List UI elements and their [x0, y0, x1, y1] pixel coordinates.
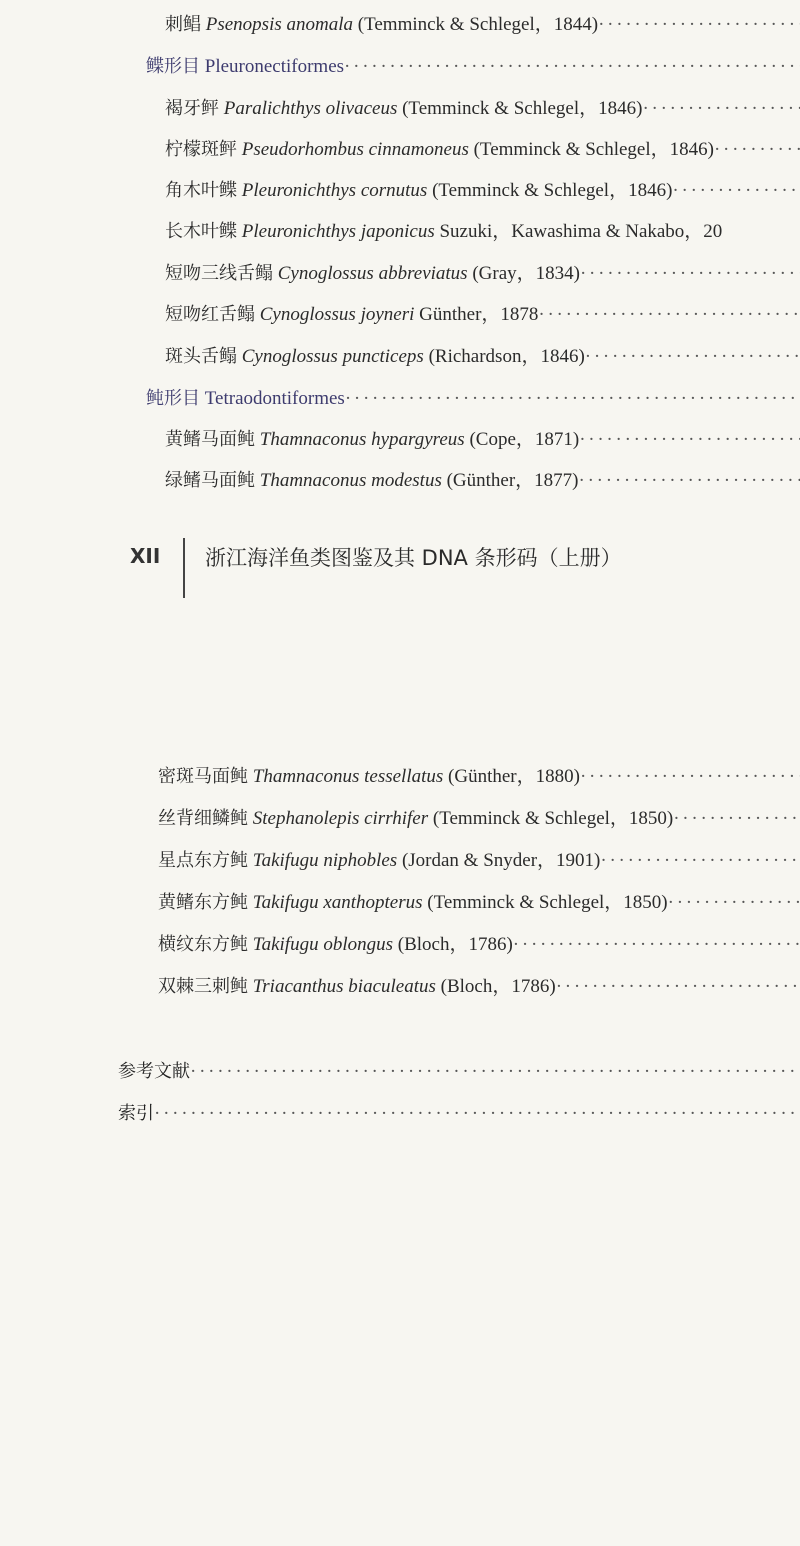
toc-entry[interactable] [165, 342, 800, 372]
toc-entry[interactable] [165, 217, 800, 247]
leader-dots [580, 259, 800, 289]
toc-section-index[interactable] [118, 1099, 800, 1129]
common-name: 褐牙鲆 [165, 98, 219, 119]
leader-dots [714, 135, 800, 165]
toc-entry[interactable] [158, 972, 800, 1002]
toc-entry[interactable] [165, 135, 800, 165]
order-name-latin: Tetraodontiformes [204, 388, 345, 409]
toc-entry[interactable] [165, 176, 800, 206]
scientific-name: Takifugu niphobles [252, 850, 398, 871]
author: (Temminck & Schlegel，1846) [473, 139, 714, 160]
common-name: 长木叶鲽 [165, 221, 237, 242]
common-name: 密斑马面鲀 [158, 766, 248, 787]
common-name: 斑头舌鳎 [165, 346, 237, 367]
author: (Temminck & Schlegel，1846) [402, 98, 643, 119]
author: (Bloch，1786) [397, 934, 513, 955]
author: (Temminck & Schlegel，1846) [432, 180, 673, 201]
page-header [130, 538, 800, 598]
leader-dots [642, 94, 800, 124]
toc-entry[interactable] [158, 804, 800, 834]
leader-dots [579, 425, 800, 455]
common-name: 黄鳍东方鲀 [158, 892, 248, 913]
toc-order-entry[interactable] [146, 52, 800, 82]
leader-dots [344, 52, 800, 82]
common-name: 短吻红舌鳎 [165, 304, 255, 325]
author: Suzuki，Kawashima & Nakabo，20 [439, 221, 723, 242]
author: (Gray，1834) [472, 263, 580, 284]
author: (Günther，1880) [448, 766, 580, 787]
scientific-name: Triacanthus biaculeatus [252, 976, 436, 997]
scientific-name: Thamnaconus modestus [259, 470, 442, 491]
toc-entry[interactable] [165, 94, 800, 124]
leader-dots [154, 1099, 800, 1129]
section-title: 参考文献 [118, 1061, 190, 1082]
common-name: 绿鳍马面鲀 [165, 470, 255, 491]
section-title: 索引 [118, 1103, 154, 1124]
order-name-cn: 鲽形目 [146, 56, 200, 77]
leader-dots [579, 466, 800, 496]
toc-entry[interactable] [165, 466, 800, 496]
toc-entry[interactable] [158, 762, 800, 792]
leader-dots [190, 1057, 800, 1087]
common-name: 柠檬斑鲆 [165, 139, 237, 160]
toc-entry[interactable] [158, 888, 800, 918]
common-name: 角木叶鲽 [165, 180, 237, 201]
scientific-name: Thamnaconus tessellatus [252, 766, 444, 787]
common-name: 横纹东方鲀 [158, 934, 248, 955]
author: (Richardson，1846) [428, 346, 585, 367]
toc-entry[interactable] [165, 259, 800, 289]
leader-dots [598, 10, 800, 40]
book-title: 浙江海洋鱼类图鉴及其 DNA 条形码（上册） [205, 546, 622, 570]
toc-entry[interactable] [165, 10, 800, 40]
scientific-name: Cynoglossus joyneri [259, 304, 415, 325]
scientific-name: Pleuronichthys japonicus [241, 221, 435, 242]
common-name: 刺鲳 [165, 14, 201, 35]
scientific-name: Paralichthys olivaceus [223, 98, 398, 119]
author: (Bloch，1786) [440, 976, 556, 997]
author: (Günther，1877) [446, 470, 579, 491]
common-name: 双棘三刺鲀 [158, 976, 248, 997]
header-divider [183, 538, 185, 598]
scientific-name: Takifugu xanthopterus [252, 892, 423, 913]
leader-dots [513, 930, 800, 960]
leader-dots [580, 762, 800, 792]
scientific-name: Stephanolepis cirrhifer [252, 808, 429, 829]
toc-section-references[interactable] [118, 1057, 800, 1087]
scientific-name: Takifugu oblongus [252, 934, 393, 955]
scientific-name: Thamnaconus hypargyreus [259, 429, 465, 450]
toc-order-entry[interactable] [146, 384, 800, 414]
common-name: 星点东方鲀 [158, 850, 248, 871]
author: (Temminck & Schlegel，1850) [432, 808, 674, 829]
leader-dots [556, 972, 800, 1002]
toc-entry[interactable] [158, 930, 800, 960]
leader-dots [672, 176, 800, 206]
leader-dots [673, 804, 800, 834]
leader-dots [668, 888, 800, 918]
scientific-name: Cynoglossus abbreviatus [277, 263, 468, 284]
author: Günther，1878 [419, 304, 539, 325]
toc-entry[interactable] [158, 846, 800, 876]
common-name: 丝背细鳞鲀 [158, 808, 248, 829]
toc-entry[interactable] [165, 425, 800, 455]
order-name-cn: 鲀形目 [146, 388, 200, 409]
leader-dots [600, 846, 800, 876]
author: (Temminck & Schlegel，1850) [427, 892, 668, 913]
author: (Temminck & Schlegel，1844) [357, 14, 599, 35]
author: (Cope，1871) [469, 429, 580, 450]
common-name: 短吻三线舌鳎 [165, 263, 273, 284]
scientific-name: Cynoglossus puncticeps [241, 346, 424, 367]
scientific-name: Pleuronichthys cornutus [241, 180, 428, 201]
toc-entry[interactable] [165, 300, 800, 330]
leader-dots [585, 342, 800, 372]
leader-dots [345, 384, 800, 414]
scientific-name: Psenopsis anomala [205, 14, 353, 35]
page-number: XII [130, 544, 161, 568]
common-name: 黄鳍马面鲀 [165, 429, 255, 450]
author: (Jordan & Snyder，1901) [401, 850, 601, 871]
order-name-latin: Pleuronectiformes [204, 56, 345, 77]
scientific-name: Pseudorhombus cinnamoneus [241, 139, 469, 160]
leader-dots [538, 300, 800, 330]
